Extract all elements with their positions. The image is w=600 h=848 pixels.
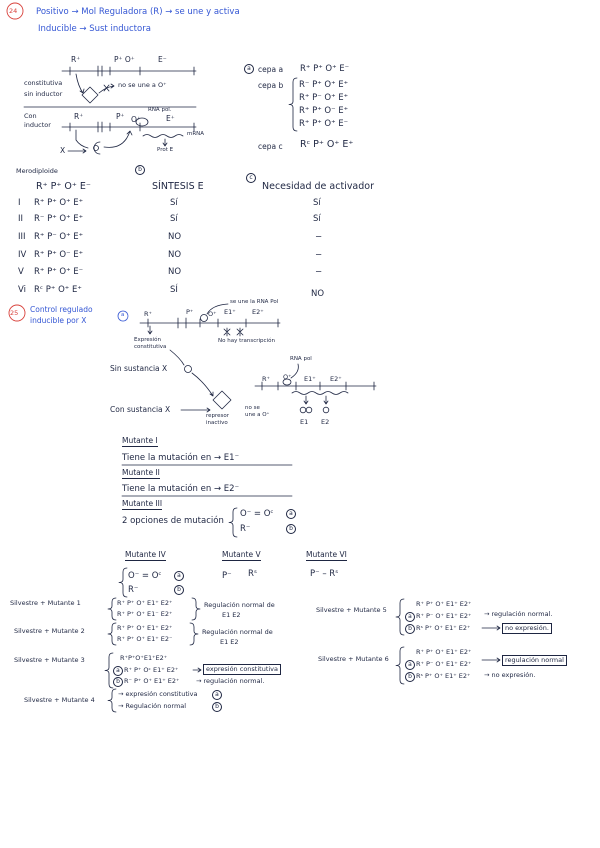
silvestre-m3-line-1: R⁺P⁺O⁺E1⁺E2⁺ (120, 654, 168, 662)
silvestre-m1-result-brace (192, 598, 200, 620)
mutante-4-marker-a: a (174, 571, 184, 581)
sin-inductor-label-2: sin inductor (24, 90, 63, 98)
mutante-3-option-a: O⁻ = Oᶜ (240, 509, 274, 519)
con-inductor-r: R⁺ (74, 112, 84, 121)
silvestre-m3-result-a: expresión constitutiva (203, 664, 281, 675)
s25-e2b: E2⁺ (330, 375, 342, 383)
silvestre-m1-result-1: Regulación normal de (204, 601, 275, 609)
mutante-4-marker-b: b (174, 585, 184, 595)
con-inductor-mrna: mRNA (187, 131, 205, 137)
section-24-line-1: Positivo → Mol Reguladora (R) → se une y activa (36, 7, 240, 17)
mutante-3-option-b: R⁻ (240, 524, 251, 534)
con-x-arrow (181, 408, 210, 412)
s25-expresion-2: constitutiva (134, 344, 167, 350)
silvestre-m2-result-1: Regulación normal de (202, 628, 273, 636)
row-activador: − (315, 267, 323, 277)
protein-e2-shape (323, 407, 329, 413)
repressor-arrow-2 (76, 130, 88, 148)
repressor-inductor-complex (94, 142, 100, 154)
table-header-activador: Necesidad de activador (262, 181, 375, 192)
silvestre-m2-brace (108, 623, 116, 645)
row-number: I (18, 198, 21, 208)
silvestre-m3-label: Silvestre + Mutante 3 (14, 656, 85, 664)
cepa-c-genotype: Rᶜ P⁺ O⁺ E⁺ (300, 139, 354, 150)
sin-inductor-e: E⁻ (158, 55, 167, 64)
silvestre-m1-line-2: R⁺ P⁺ O⁺ E1⁻ E2⁺ (117, 610, 173, 618)
silvestre-m1-line-1: R⁺ P⁺ O⁺ E1⁺ E2⁺ (117, 599, 173, 607)
s25-con-x: Con sustancia X (110, 405, 171, 414)
mutante-5-r: Rˢ (248, 569, 258, 579)
silvestre-m4-brace (108, 689, 116, 712)
con-inductor-e: E⁺ (166, 114, 175, 123)
silvestre-m2-line-1: R⁺ P⁺ O⁺ E1⁺ E2⁺ (117, 624, 173, 632)
silvestre-m5-line-1: R⁺ P⁺ O⁺ E1⁺ E2⁺ (416, 600, 472, 608)
row-activador: NO (311, 289, 325, 299)
mrna-wave-s25 (292, 392, 348, 395)
silvestre-m5-marker-a: a (405, 612, 415, 622)
silvestre-m1-brace (108, 598, 116, 620)
table-header-sintesis: SÍNTESIS E (152, 181, 204, 192)
s25-o: O⁺ (208, 310, 217, 318)
s25-no-une-1: no se (245, 405, 260, 411)
row-number: IV (18, 250, 27, 260)
s25-represor-2: inactivo (206, 420, 228, 426)
silvestre-m3-marker-a: a (113, 666, 123, 676)
s25-expresion-1: Expresión (134, 337, 161, 343)
rna-pol-arrow-s25 (291, 364, 298, 378)
mutante-3-text: 2 opciones de mutación (122, 516, 224, 526)
section-25-marker: a (121, 312, 125, 318)
silvestre-m5-result-b: no expresión. (502, 623, 552, 634)
silvestre-m5-line-2: R⁺ P⁻ O⁺ E1⁺ E2⁺ (416, 612, 472, 620)
mutante-6-title: Mutante VI (306, 550, 347, 559)
silvestre-m4-marker-b: b (212, 702, 222, 712)
mrna-wave (143, 135, 183, 138)
mutante-4-option-b: R⁻ (128, 585, 139, 595)
repressor-diamond (82, 87, 98, 103)
row-genotype: R⁻ P⁺ O⁺ E⁺ (34, 214, 84, 224)
part-b-marker: b (135, 165, 145, 175)
s25-rna-pol-note: se une la RNA Pol (230, 299, 279, 305)
mutante-4-brace (119, 568, 127, 597)
inactivation-arrow (192, 373, 213, 396)
s25-o2: O⁺ (283, 373, 292, 381)
mutante-3-marker-a: a (286, 509, 296, 519)
row-number: V (18, 267, 24, 277)
row-number: II (18, 214, 24, 224)
section-25-title-1: Control regulado (30, 305, 93, 314)
mutante-2-title: Mutante II (122, 468, 160, 477)
repressor-arrow (76, 74, 84, 93)
s25-prot-e1: E1 (300, 418, 309, 426)
silvestre-m2-result-brace (190, 623, 198, 645)
part-a-marker: a (244, 64, 254, 74)
table-header-genotype: R⁺ P⁺ O⁺ E⁻ (36, 181, 91, 192)
merodiploide-title: Merodiploide (16, 167, 58, 175)
silvestre-m5-brace (396, 599, 404, 635)
row-number: III (18, 232, 26, 242)
mutante-4-option-a: O⁻ = Oᶜ (128, 571, 162, 581)
row-sintesis: SÍ (170, 285, 178, 295)
silvestre-m6-line-3: Rˢ P⁺ O⁺ E1⁺ E2⁺ (416, 672, 471, 680)
con-inductor-p: P⁺ (116, 112, 125, 121)
silvestre-m6-line-2: R⁺ P⁻ O⁺ E1⁺ E2⁺ (416, 660, 472, 668)
row-number: Vi (18, 285, 26, 295)
row-sintesis: Sí (170, 214, 178, 224)
section-25-title-2: inducible por X (30, 316, 87, 325)
row-activador: Sí (313, 198, 321, 208)
silvestre-m3-marker-b: b (113, 677, 123, 687)
s25-e1: E1⁺ (224, 308, 236, 316)
mutante-6-genotype: P⁻ – Rˢ (310, 569, 339, 579)
s25-p: P⁺ (186, 308, 194, 316)
silvestre-m1-label: Silvestre + Mutante 1 (10, 599, 81, 607)
silvestre-m2-result-2: E1 E2 (220, 638, 239, 646)
mutante-3-title: Mutante III (122, 499, 163, 508)
row-sintesis: NO (168, 250, 182, 260)
silvestre-m3-result-b: → regulación normal. (196, 677, 265, 685)
silvestre-m4-result-b: → Regulación normal (118, 702, 187, 710)
silvestre-m5-arrow-b (482, 626, 500, 630)
repressor-arrow-s25 (148, 326, 152, 334)
row-sintesis: Sí (170, 198, 178, 208)
s25-no-transcripcion: No hay transcripción (218, 338, 275, 344)
repressor-inactive-diamond (213, 391, 231, 409)
silvestre-m6-marker-a: a (405, 660, 415, 670)
inductor-arrow (68, 149, 86, 153)
silvestre-m5-label: Silvestre + Mutante 5 (316, 606, 387, 614)
silvestre-m5-line-3: Rˢ P⁺ O⁺ E1⁺ E2⁺ (416, 624, 471, 632)
silvestre-m6-marker-b: b (405, 672, 415, 682)
row-activador: − (315, 250, 323, 260)
repressor-active-arrow (170, 350, 184, 365)
mutante-4-title: Mutante IV (125, 550, 166, 559)
protein-e1-shape (300, 407, 306, 413)
silvestre-m1-result-2: E1 E2 (222, 611, 241, 619)
s25-e1b: E1⁺ (304, 375, 316, 383)
mutante-3-brace (229, 508, 237, 537)
rna-pol-mark-s25 (201, 315, 208, 322)
no-transcription-marks (224, 328, 243, 336)
cepa-a-genotype: R⁺ P⁺ O⁺ E⁻ (300, 64, 350, 74)
mutante-5-p: P⁻ (222, 571, 232, 581)
con-inductor-label-2: inductor (24, 121, 51, 129)
section-24-line-2: Inducible → Sust inductora (38, 24, 151, 34)
cepa-b-genotype-2: R⁺ P⁻ O⁺ E⁺ (299, 93, 349, 103)
cepa-b-genotype-3: R⁺ P⁺ O⁻ E⁺ (299, 106, 349, 116)
s25-rna-pol: RNA pol (290, 356, 312, 362)
s25-sin-x: Sin sustancia X (110, 364, 168, 373)
silvestre-m5-marker-b: b (405, 624, 415, 634)
row-activador: Sí (313, 214, 321, 224)
silvestre-m4-label: Silvestre + Mutante 4 (24, 696, 95, 704)
cepa-b-genotype-1: R⁻ P⁺ O⁺ E⁺ (299, 80, 349, 90)
row-genotype: R⁺ P⁺ O⁺ E⁻ (34, 267, 84, 277)
section-24-number: 24 (9, 7, 18, 15)
row-genotype: R⁺ P⁻ O⁺ E⁺ (34, 232, 84, 242)
mutante-5-title: Mutante V (222, 550, 261, 559)
row-activador: − (315, 232, 323, 242)
silvestre-m6-brace (396, 647, 404, 684)
sin-inductor-note: no se une a O⁺ (118, 81, 167, 89)
row-genotype: Rᶜ P⁺ O⁺ E⁺ (34, 285, 82, 295)
silvestre-m6-result-b: → no expresión. (484, 671, 536, 679)
cepa-a-label: cepa a (258, 65, 284, 74)
cepa-c-label: cepa c (258, 142, 283, 151)
row-genotype: R⁺ P⁺ O⁻ E⁺ (34, 250, 84, 260)
silvestre-m5-result-a: → regulación normal. (484, 610, 553, 618)
row-sintesis: NO (168, 232, 182, 242)
s25-e2: E2⁺ (252, 308, 264, 316)
no-binding-cross (104, 85, 109, 91)
silvestre-m3-arrow-a (193, 668, 201, 672)
mutante-1-title: Mutante I (122, 436, 158, 445)
part-c-marker: c (246, 173, 256, 183)
silvestre-m4-marker-a: a (212, 690, 222, 700)
silvestre-m3-line-3: R⁻ P⁺ O⁺ E1⁺ E2⁺ (124, 677, 180, 685)
mutante-3-marker-b: b (286, 524, 296, 534)
row-genotype: R⁺ P⁺ O⁺ E⁺ (34, 198, 84, 208)
s25-prot-e2: E2 (321, 418, 330, 426)
silvestre-m3-line-2: R⁺ P⁺ Oᶜ E1⁺ E2⁺ (124, 666, 179, 674)
silvestre-m6-line-1: R⁺ P⁺ O⁺ E1⁺ E2⁺ (416, 648, 472, 656)
silvestre-m2-line-2: R⁺ P⁺ O⁺ E1⁺ E2⁻ (117, 635, 173, 643)
silvestre-m3-brace (105, 653, 113, 688)
repressor-active-shape (185, 366, 192, 373)
protein-e1-shape-2 (306, 407, 312, 413)
row-sintesis: NO (168, 267, 182, 277)
con-inductor-label-1: Con (24, 112, 37, 120)
con-inductor-o: O⁺ (131, 115, 141, 124)
protein-arrows-s25 (304, 396, 328, 404)
sin-inductor-r: R⁺ (71, 55, 81, 64)
silvestre-m6-arrow-a (482, 658, 500, 662)
silvestre-m4-result-a: → expresión constitutiva (118, 690, 198, 698)
cepa-b-label: cepa b (258, 81, 284, 90)
silvestre-m2-label: Silvestre + Mutante 2 (14, 627, 85, 635)
protein-arrow (163, 139, 167, 146)
con-inductor-prot: Prot E (157, 147, 174, 153)
s25-represor-1: represor (206, 413, 230, 419)
con-inductor-x: X (60, 146, 66, 155)
s25-no-une-2: une a O⁺ (245, 412, 270, 418)
cepa-b-brace (289, 78, 297, 131)
s25-r2: R⁺ (262, 375, 270, 383)
section-25-number: 25 (10, 309, 19, 317)
silvestre-m6-label: Silvestre + Mutante 6 (318, 655, 389, 663)
sin-inductor-po: P⁺ O⁺ (114, 55, 135, 64)
cepa-b-genotype-4: R⁺ P⁺ O⁺ E⁻ (299, 119, 349, 129)
sin-inductor-label-1: constitutiva (24, 79, 63, 87)
mutante-2-text: Tiene la mutación en → E2⁻ (122, 484, 240, 494)
con-inductor-rna-pol: RNA pol. (148, 107, 172, 113)
activation-arrow (104, 131, 132, 147)
silvestre-m6-result-a: regulación normal (502, 655, 567, 666)
s25-r: R⁺ (144, 310, 152, 318)
mutante-1-text: Tiene la mutación en → E1⁻ (122, 453, 240, 463)
